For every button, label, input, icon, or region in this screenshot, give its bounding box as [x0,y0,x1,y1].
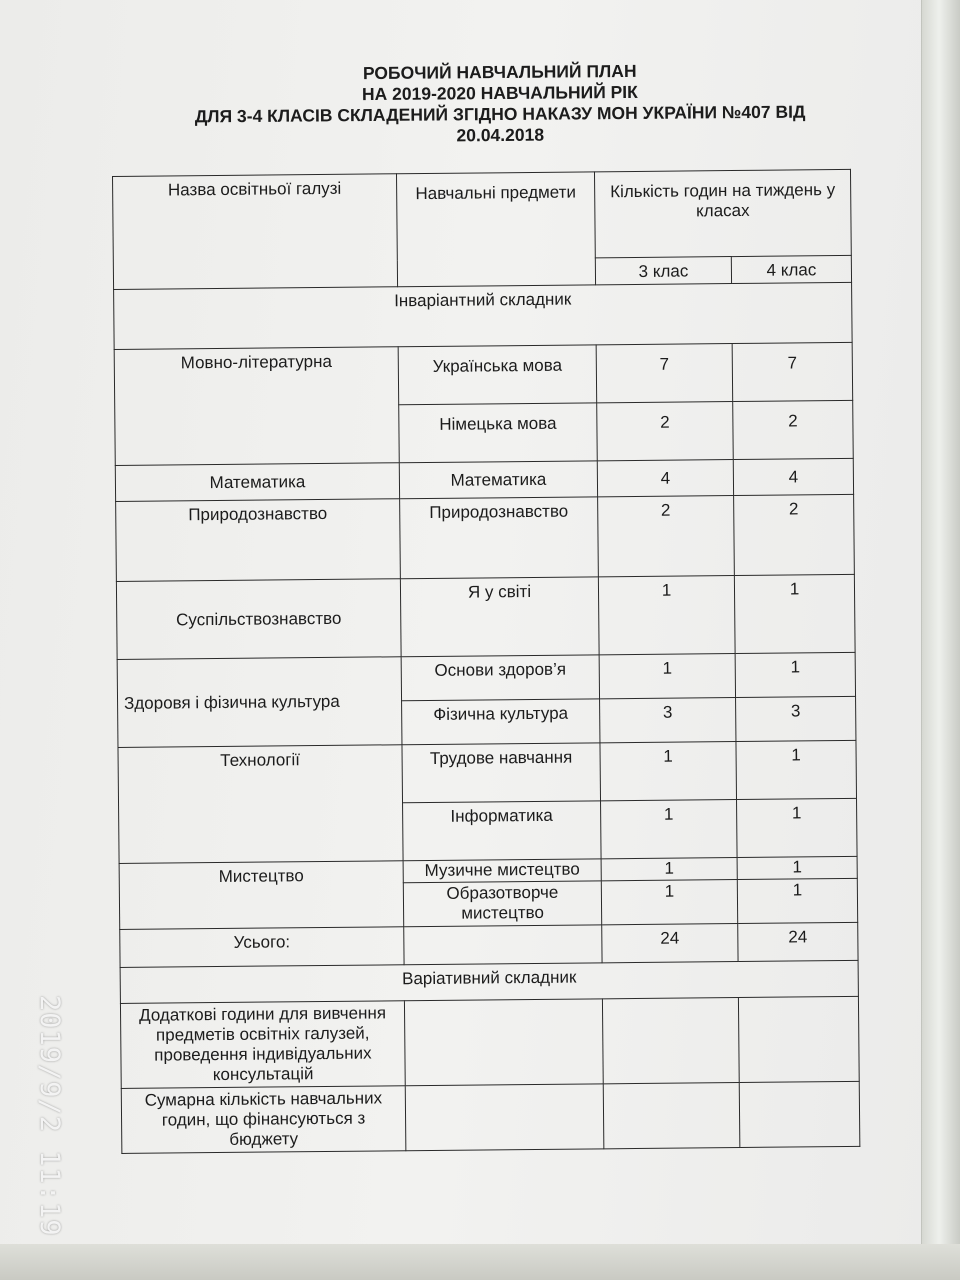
table-row [116,574,855,659]
empty-cell [602,998,739,1084]
table-row [114,342,853,407]
grade-4-hours: 4 [733,458,853,495]
field-cell: Мистецтво [119,861,404,930]
subject-cell: Інформатика [403,801,602,861]
grade-3-hours: 4 [597,460,733,497]
empty-cell [404,999,603,1086]
grade-4-hours: 1 [737,798,858,857]
table-row [121,1081,860,1153]
grade-3-hours: 1 [600,742,737,801]
table-row [118,740,857,805]
header-subject: Навчальні предмети [396,172,595,287]
table-row [117,652,855,703]
grade-4-hours: 1 [736,740,857,799]
field-cell: Суспільствознавство [116,579,401,660]
subject-cell: Німецька мова [399,403,598,463]
grade-3-hours: 3 [600,698,736,743]
field-cell: Природознавство [116,499,401,582]
grade-3-hours: 7 [596,344,733,403]
document-title [130,59,871,149]
subject-cell: Музичне мистецтво [403,859,601,883]
grade-4-hours: 1 [735,652,855,697]
header-grade-4: 4 клас [731,255,851,283]
grade-3-hours: 1 [601,800,738,859]
budget-hours-label: Сумарна кількість навчальних годин, що фінансуються з бюджету [121,1086,406,1154]
grade-4-hours: 2 [733,400,854,459]
total-subject-empty [404,925,602,965]
field-cell: Технології [118,745,403,864]
title-line-2: НА 2019-2020 НАВЧАЛЬНИЙ РІК [361,81,638,105]
grade-4-hours: 1 [737,856,857,879]
extra-hours-label: Додаткові години для вивчення предметів освітніх галузей, проведення індивідуальних консультацій [120,1001,405,1089]
subject-cell: Образотворче мистецтво [403,881,601,927]
empty-cell [739,1081,860,1147]
field-cell: Математика [115,463,399,502]
total-label: Усього: [120,927,404,968]
sleeve-bottom [0,1244,960,1280]
curriculum-table [112,169,860,1154]
subject-cell: Природознавство [400,497,599,579]
grade-3-hours: 1 [599,654,735,699]
table-row [120,996,859,1088]
header-grade-3: 3 клас [595,257,731,285]
subject-cell: Фізична культура [402,699,600,745]
total-grade-3: 24 [602,924,738,963]
grade-4-hours: 1 [737,878,857,923]
sleeve-edge [921,0,960,1280]
variative-section-header: Варіативний складник [120,960,858,1003]
grade-4-hours: 1 [734,574,855,653]
field-cell: Здоровя і фізична культура [117,657,402,748]
subject-cell: Основи здоров’я [401,655,599,701]
subject-cell: Математика [399,461,597,499]
grade-4-hours: 3 [736,696,856,741]
subject-cell: Українська мова [398,345,597,405]
grade-3-hours: 1 [601,858,737,881]
grade-3-hours: 2 [598,496,735,577]
subject-cell: Я у світі [400,577,599,657]
title-line-1: РОБОЧИЙ НАВЧАЛЬНИЙ ПЛАН [362,60,637,84]
grade-4-hours: 7 [732,342,853,401]
title-line-3: ДЛЯ 3-4 КЛАСІВ СКЛАДЕНИЙ ЗГІДНО НАКАЗУ МОН УКРАЇНИ №407 ВІД [194,101,806,127]
grade-3-hours: 1 [598,576,735,655]
total-grade-4: 24 [738,922,858,961]
field-cell: Мовно-літературна [114,347,399,466]
invariant-section-header: Інваріантний складник [114,282,853,349]
table-row [116,494,855,581]
empty-cell [405,1084,604,1151]
grade-3-hours: 2 [597,402,734,461]
grade-3-hours: 1 [601,880,737,925]
photo-timestamp: 2019/9/2 11:19 [34,995,65,1237]
empty-cell [738,996,859,1082]
header-field: Назва освітньої галузі [113,174,398,290]
empty-cell [603,1083,740,1149]
header-hours: Кількість годин на тиждень у класах [594,169,851,257]
subject-cell: Трудове навчання [402,743,601,803]
title-line-4: 20.04.2018 [456,124,545,146]
grade-4-hours: 2 [734,494,855,575]
